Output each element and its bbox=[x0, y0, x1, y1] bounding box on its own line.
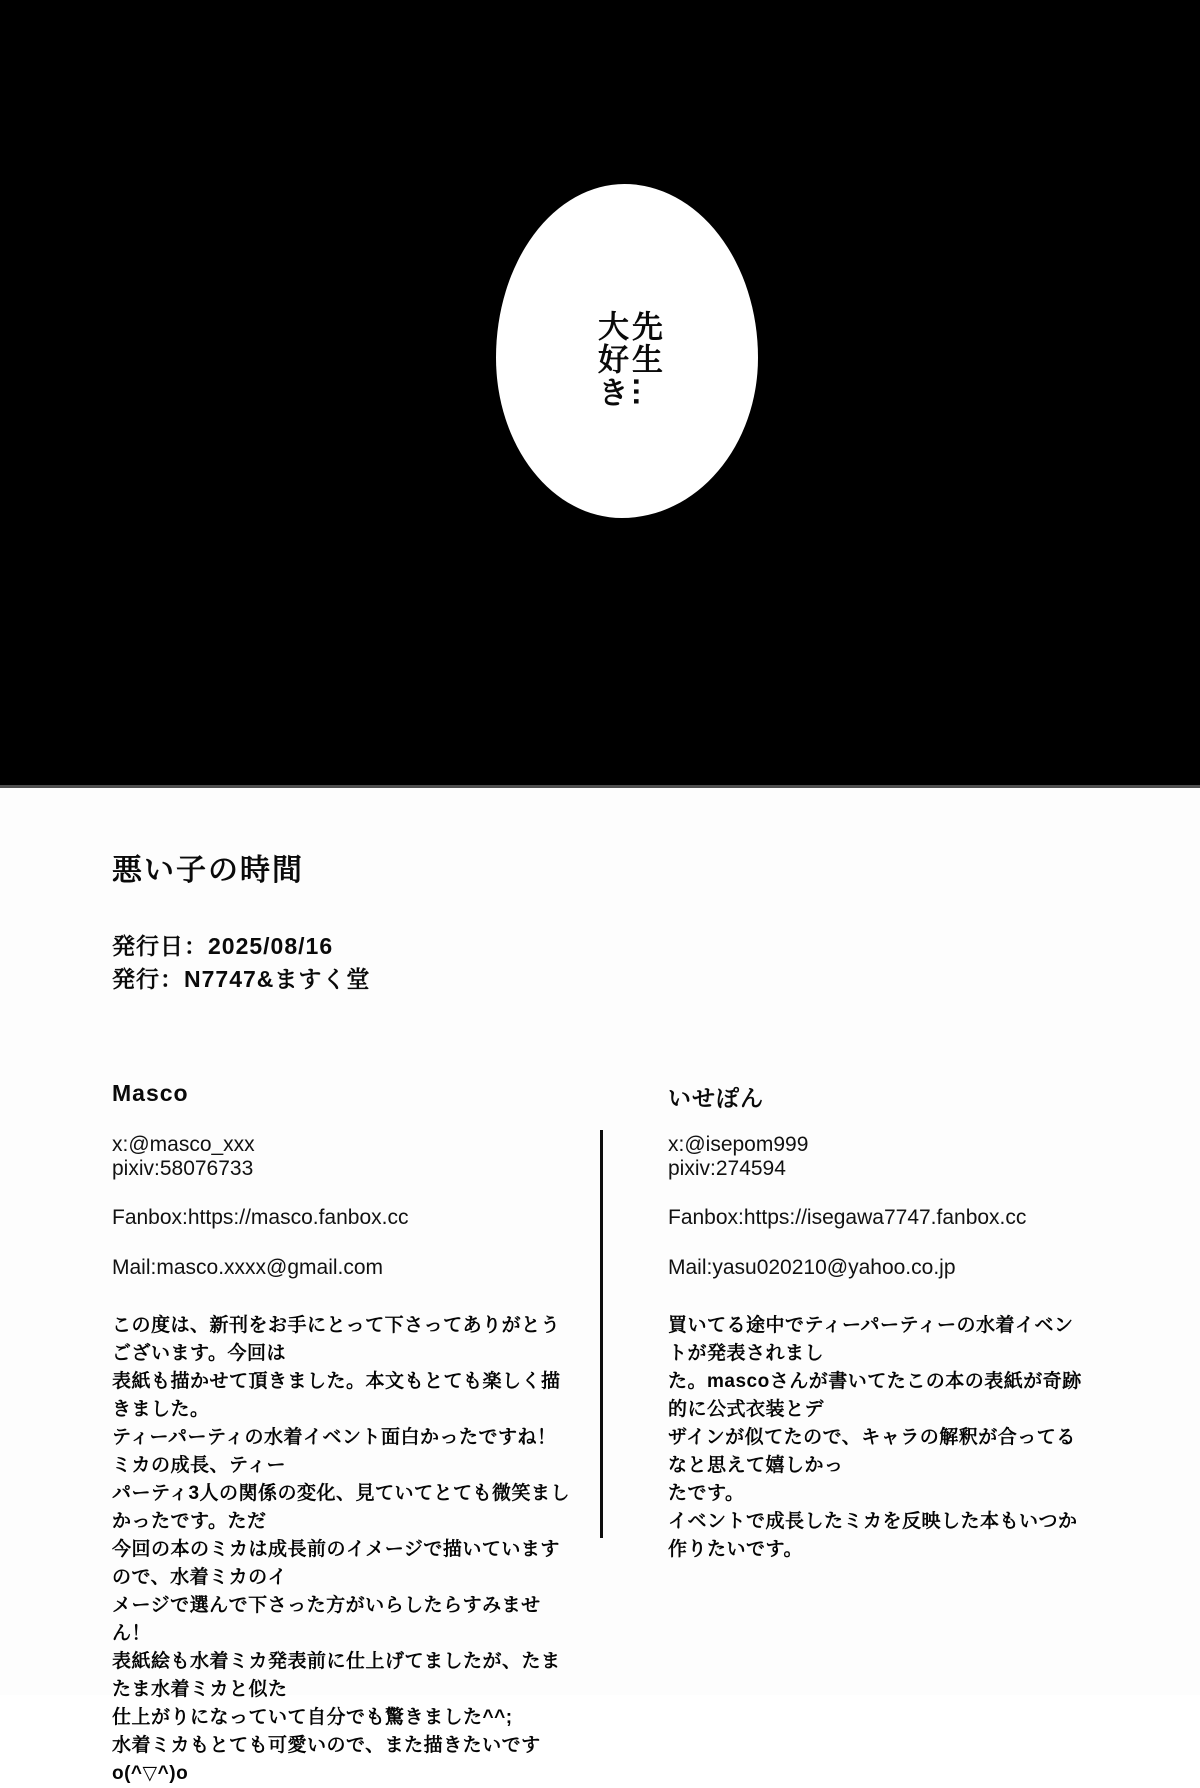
comment-line: 仕上がりになっていて自分でも驚きました^^; bbox=[112, 1707, 513, 1728]
comment-line: 表紙絵も水着ミカ発表前に仕上げてましたが、たまたま水着ミカと似た bbox=[112, 1651, 561, 1700]
comment-line: パーティ3人の関係の変化、見ていてとても微笑ましかったです。ただ bbox=[112, 1483, 571, 1532]
author-social-links bbox=[112, 1133, 255, 1181]
author-name: Masco bbox=[112, 1080, 189, 1106]
author-comment bbox=[112, 1312, 572, 1788]
author-pixiv-id: pixiv:58076733 bbox=[112, 1157, 254, 1180]
author-comment bbox=[668, 1312, 1092, 1564]
author-social-links bbox=[668, 1133, 808, 1181]
comment-line: 表紙も描かせて頂きました。本文もとても楽しく描きました。 bbox=[112, 1371, 561, 1420]
colophon-section bbox=[0, 788, 1200, 1784]
comment-line: 買いてる途中でティーパーティーの水着イベントが発表されまし bbox=[668, 1315, 1074, 1364]
comment-line: この度は、新刊をお手にとって下さってありがとうございます。今回は bbox=[112, 1315, 561, 1364]
comment-line: た。mascoさんが書いてたこの本の表紙が奇跡的に公式衣装とデ bbox=[668, 1371, 1082, 1420]
comment-line: ティーパーティの水着イベント面白かったですね！ミカの成長、ティー bbox=[112, 1427, 557, 1476]
author-pixiv-id: pixiv:274594 bbox=[668, 1157, 786, 1180]
comment-line: ザインが似てたので、キャラの解釈が合ってるなと思えて嬉しかっ bbox=[668, 1427, 1076, 1476]
comment-line: イベントで成長したミカを反映した本もいつか作りたいです。 bbox=[668, 1511, 1078, 1560]
bubble-line-2: 大好き bbox=[593, 310, 628, 409]
speech-bubble bbox=[496, 184, 758, 518]
manga-panel bbox=[0, 0, 1200, 788]
comment-line: 今回の本のミカは成長前のイメージで描いていますので、水着ミカのイ bbox=[112, 1539, 560, 1588]
comment-line: 水着ミカもとても可愛いので、また描きたいですo(^▽^)o bbox=[112, 1735, 541, 1784]
comment-line: メージで選んで下さった方がいらしたらすみません！ bbox=[112, 1595, 541, 1644]
column-divider bbox=[600, 1130, 603, 1538]
publication-info bbox=[112, 930, 370, 996]
author-fanbox-url: Fanbox:https://isegawa7747.fanbox.cc bbox=[668, 1206, 1027, 1229]
author-name: いせぽん bbox=[668, 1085, 764, 1111]
publish-date-line: 発行日：2025/08/16 bbox=[112, 933, 334, 959]
author-mail-address: Mail:masco.xxxx@gmail.com bbox=[112, 1256, 384, 1279]
publisher-line: 発行：N7747&ますく堂 bbox=[112, 966, 371, 992]
book-title: 悪い子の時間 bbox=[112, 854, 304, 887]
author-x-handle: x:@isepom999 bbox=[668, 1133, 809, 1156]
comment-line: たです。 bbox=[668, 1483, 745, 1504]
speech-bubble-text bbox=[593, 310, 661, 409]
author-x-handle: x:@masco_xxx bbox=[112, 1133, 255, 1156]
author-fanbox-url: Fanbox:https://masco.fanbox.cc bbox=[112, 1206, 409, 1229]
bubble-line-1: 先生… bbox=[627, 310, 662, 409]
author-mail-address: Mail:yasu020210@yahoo.co.jp bbox=[668, 1256, 956, 1279]
